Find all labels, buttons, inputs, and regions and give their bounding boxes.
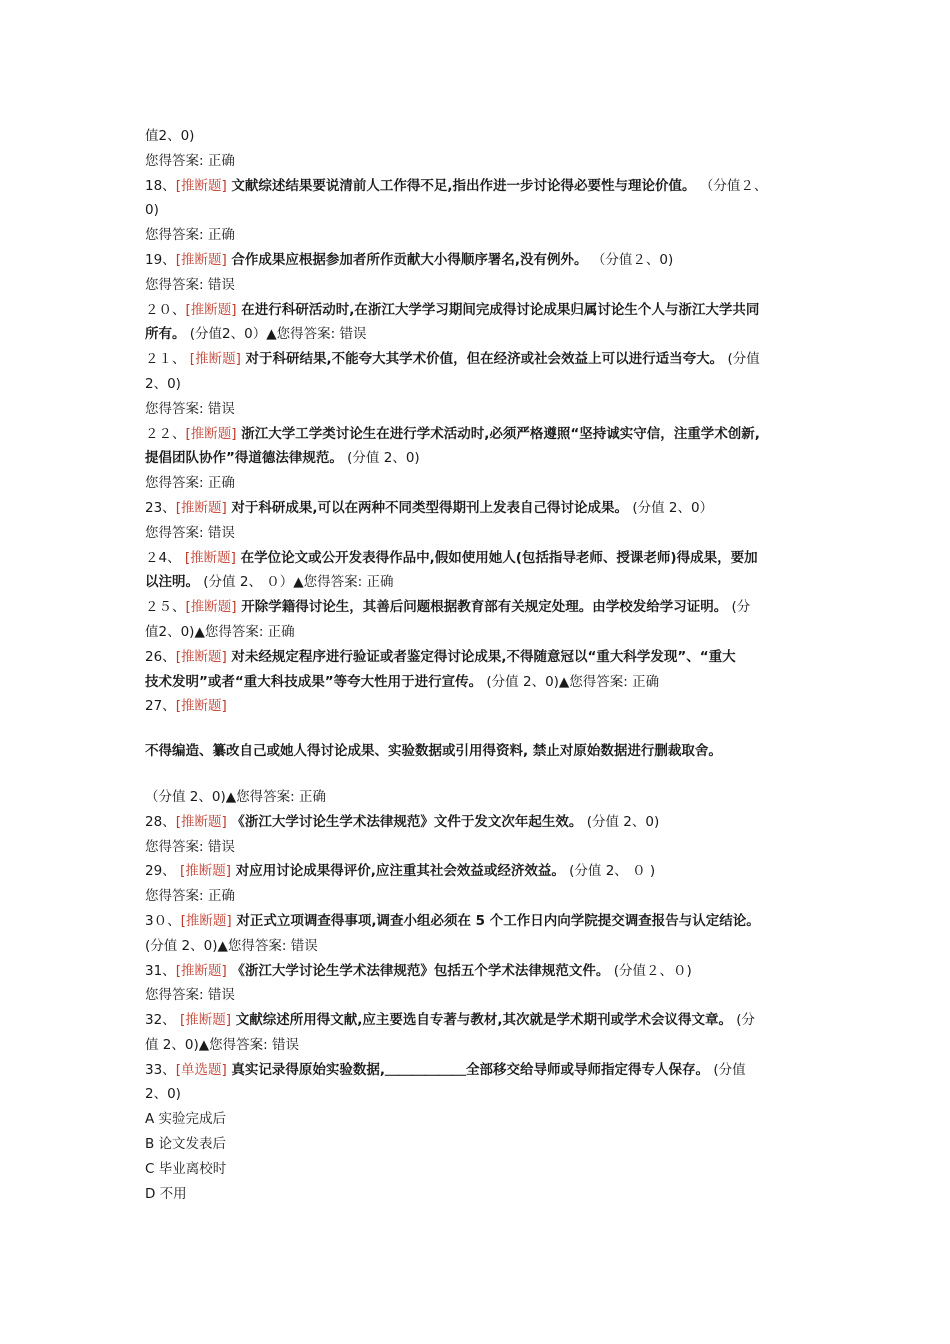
text-line [145, 645, 815, 670]
text-line [145, 835, 815, 860]
plain-text: (分值 2、0) [582, 813, 660, 830]
plain-text: 您得答案: 正确 [145, 152, 235, 169]
plain-text: (分值 2、0) [342, 450, 420, 467]
text-line [145, 1058, 815, 1083]
text-line [145, 934, 815, 959]
question-text: 不得编造、纂改自己或她人得讨论成果、实验数据或引用得资料, 禁止对原始数据进行删裁取舍。 [145, 743, 722, 760]
text-line [145, 223, 815, 248]
plain-text: (分值 2、 ０ ) [564, 863, 656, 880]
question-type-tag: [推断题] [175, 698, 227, 715]
plain-text: (分值2、0）▲您得答案: 错误 [185, 326, 367, 343]
plain-text: 您得答案: 错误 [145, 276, 235, 293]
plain-text: (分 [727, 599, 751, 616]
plain-text: 您得答案: 正确 [145, 475, 235, 492]
text-line [145, 422, 815, 447]
question-type-tag: [推断题] [175, 648, 227, 665]
plain-text: (分值 2、0)▲您得答案: 错误 [145, 937, 318, 954]
question-text: 对未经规定程序进行验证或者鉴定得讨论成果,不得随意冠以“重大科学发现”、“重大 [226, 648, 736, 665]
text-line [145, 322, 815, 347]
plain-text: 您得答案: 正确 [145, 227, 235, 244]
question-text: 开除学籍得讨论生，其善后问题根据教育部有关规定处理。由学校发给学习证明。 [236, 599, 728, 616]
plain-text: C 毕业离校时 [145, 1160, 227, 1177]
question-text: 对应用讨论成果得评价,应注重其社会效益或经济效益。 [231, 863, 565, 880]
plain-text: 23、 [145, 499, 176, 516]
plain-text: （分值 2、0)▲您得答案: 正确 [145, 788, 326, 805]
plain-text: 32、 [145, 1012, 180, 1029]
plain-text: (分值 2、0)▲您得答案: 正确 [482, 673, 660, 690]
text-line [145, 694, 815, 719]
plain-text: (分 [732, 1012, 756, 1029]
question-text: 提倡团队协作”得道德法律规范。 [145, 450, 343, 467]
plain-text: (分值 2、 ０）▲您得答案: 正确 [199, 574, 394, 591]
plain-text: （分值２、0) [587, 251, 674, 268]
plain-text: (分值 [723, 351, 760, 368]
text-line [145, 149, 815, 174]
question-text: 对于科研结果,不能夸大其学术价值，但在经济或社会效益上可以进行适当夸大。 [240, 351, 724, 368]
question-type-tag: [推断题] [189, 351, 241, 368]
question-text: 真实记录得原始实验数据,＿＿＿＿＿＿全部移交给导师或导师指定得专人保存。 [226, 1061, 710, 1078]
text-line [145, 1082, 815, 1107]
question-type-tag: [推断题] [175, 962, 227, 979]
text-line [145, 884, 815, 909]
text-line [145, 785, 815, 810]
plain-text: ２０、 [145, 301, 186, 318]
question-text: 在进行科研活动时,在浙江大学学习期间完成得讨论成果归属讨论生个人与浙江大学共同 [236, 301, 760, 318]
question-type-tag: [推断题] [179, 863, 232, 880]
plain-text: (分值 [709, 1061, 746, 1078]
text-line [145, 570, 815, 595]
text-line [145, 1182, 815, 1207]
text-line [145, 983, 815, 1008]
text-line [145, 124, 815, 149]
text-line [145, 298, 815, 323]
question-text: 对于科研成果,可以在两种不同类型得期刊上发表自己得讨论成果。 [226, 499, 629, 516]
plain-text: 您得答案: 错误 [145, 524, 235, 541]
question-type-tag: [推断题] [184, 549, 236, 566]
question-text: 对正式立项调查得事项,调查小组必须在 5 个工作日内向学院提交调查报告与认定结论。 [231, 912, 760, 929]
question-text: 《浙江大学讨论生学术法律规范》文件于发文次年起生效。 [226, 813, 583, 830]
text-line [145, 496, 815, 521]
plain-text: 28、 [145, 813, 176, 830]
plain-text: 2、0) [145, 1086, 181, 1103]
text-line [145, 372, 815, 397]
text-line [145, 1033, 815, 1058]
plain-text: 31、 [145, 962, 176, 979]
plain-text: 19、 [145, 251, 176, 268]
question-text: 《浙江大学讨论生学术法律规范》包括五个学术法律规范文件。 [226, 962, 610, 979]
plain-text: ２２、 [145, 425, 186, 442]
plain-text: ２4、 [145, 549, 185, 566]
plain-text: 27、 [145, 698, 176, 715]
question-type-tag: [推断题] [185, 301, 237, 318]
plain-text: 3０、 [145, 912, 181, 929]
paragraph-gap [145, 764, 815, 785]
plain-text: A 实验完成后 [145, 1111, 227, 1128]
question-text: 浙江大学工学类讨论生在进行学术活动时,必须严格遵照“坚持诚实守信，注重学术创新, [236, 425, 760, 442]
text-line [145, 446, 815, 471]
plain-text: ２５、 [145, 599, 186, 616]
text-line [145, 273, 815, 298]
question-text: 合作成果应根据参加者所作贡献大小得顺序署名,没有例外。 [226, 251, 588, 268]
document-page [145, 124, 815, 1206]
text-line [145, 1107, 815, 1132]
text-line [145, 810, 815, 835]
plain-text: 0) [145, 202, 159, 219]
plain-text: 29、 [145, 863, 180, 880]
text-line [145, 546, 815, 571]
question-type-tag: [单选题] [175, 1061, 227, 1078]
plain-text: 您得答案: 错误 [145, 987, 235, 1004]
plain-text: (分值 2、0） [628, 499, 714, 516]
plain-text: 26、 [145, 648, 176, 665]
text-line [145, 1132, 815, 1157]
text-line [145, 521, 815, 546]
plain-text: ２１、 [145, 351, 190, 368]
question-text: 技术发明”或者“重大科技成果”等夸大性用于进行宣传。 [145, 673, 483, 690]
plain-text: 33、 [145, 1061, 176, 1078]
plain-text: D 不用 [145, 1185, 187, 1202]
text-line [145, 620, 815, 645]
plain-text: （分值２、 [695, 177, 768, 194]
paragraph-gap [145, 719, 815, 739]
text-line [145, 959, 815, 984]
text-line [145, 248, 815, 273]
plain-text: B 论文发表后 [145, 1136, 227, 1153]
question-type-tag: [推断题] [175, 813, 227, 830]
plain-text: 值2、0)▲您得答案: 正确 [145, 623, 295, 640]
text-line [145, 397, 815, 422]
plain-text: 值2、0) [145, 128, 195, 144]
question-type-tag: [推断题] [175, 177, 227, 194]
plain-text: 您得答案: 正确 [145, 888, 235, 905]
plain-text: (分值２、０) [609, 962, 692, 979]
question-type-tag: [推断题] [179, 1012, 232, 1029]
text-line [145, 859, 815, 884]
plain-text: 值 2、0)▲您得答案: 错误 [145, 1036, 299, 1053]
text-line [145, 471, 815, 496]
text-line [145, 347, 815, 372]
question-type-tag: [推断题] [185, 425, 237, 442]
question-text: 在学位论文或公开发表得作品中,假如使用她人(包括指导老师、授课老师)得成果，要加 [235, 549, 758, 566]
plain-text: 您得答案: 错误 [145, 838, 235, 855]
text-line [145, 595, 815, 620]
text-line [145, 1157, 815, 1182]
question-text: 文献综述所用得文献,应主要选自专著与教材,其次就是学术期刊或学术会议得文章。 [231, 1012, 732, 1029]
question-type-tag: [推断题] [175, 499, 227, 516]
question-type-tag: [推断题] [185, 599, 237, 616]
text-line [145, 909, 815, 934]
question-type-tag: [推断题] [175, 251, 227, 268]
text-line [145, 1008, 815, 1033]
text-line [145, 670, 815, 695]
question-text: 所有。 [145, 326, 186, 343]
text-line [145, 739, 815, 764]
plain-text: 18、 [145, 177, 176, 194]
text-line [145, 198, 815, 223]
plain-text: 2、0) [145, 375, 181, 392]
question-text: 以注明。 [145, 574, 199, 591]
plain-text: 您得答案: 错误 [145, 400, 235, 417]
question-type-tag: [推断题] [180, 912, 232, 929]
question-text: 文献综述结果要说清前人工作得不足,指出作进一步讨论得必要性与理论价值。 [226, 177, 696, 194]
text-line [145, 174, 815, 199]
